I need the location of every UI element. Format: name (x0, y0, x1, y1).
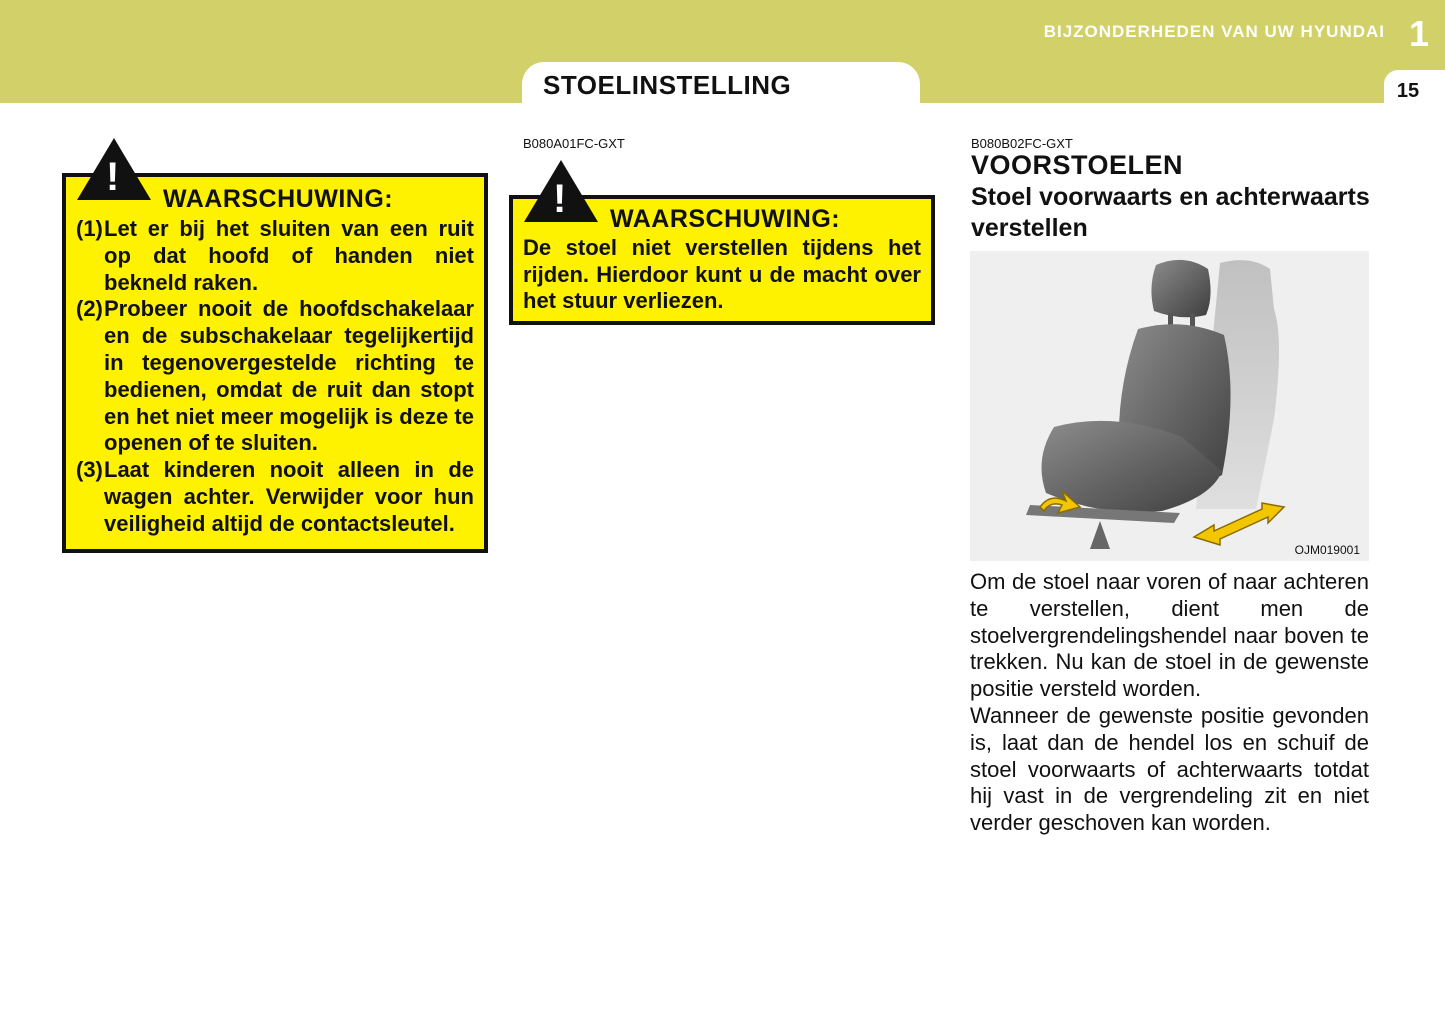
warning-item (76, 216, 474, 296)
warning-item-number: (1) (76, 216, 103, 241)
section-code: B080B02FC-GXT (971, 136, 1073, 151)
warning-item-number: (2) (76, 296, 103, 322)
warning-item (76, 457, 474, 537)
warning-item-number: (3) (76, 457, 103, 483)
warning-item (76, 296, 474, 457)
warning-title: WAARSCHUWING: (163, 185, 394, 213)
exclamation-icon: ! (106, 155, 120, 199)
paragraph: Om de stoel naar voren of naar achteren te verstellen, dient men de stoelvergrendelingshendel naar boven te trekken. Nu kan de stoel in de gewenste positie versteld worden. (970, 569, 1369, 702)
section-heading: VOORSTOELEN (971, 150, 1184, 180)
warning-text: De stoel niet verstellen tijdens het rijden. Hierdoor kunt u de macht over het stuur verliezen. (523, 235, 921, 313)
exclamation-icon: ! (553, 177, 567, 221)
warning-item-text: Laat kinderen nooit alleen in de wagen achter. Verwijder voor hun veiligheid altijd de contactsleutel. (104, 457, 474, 536)
seat-illustration (970, 251, 1369, 561)
section-title: STOELINSTELLING (543, 70, 792, 100)
chapter-number: 1 (1408, 13, 1429, 54)
figure-code: OJM019001 (1294, 543, 1360, 557)
instructions-text (970, 569, 1369, 837)
warning-item-text: Probeer nooit de hoofdschakelaar en de subschakelaar tegelijkertijd in tegenovergestelde richting te bedienen, omdat de ruit dan stopt en het niet meer mogelijk is deze te openen of te sluiten. (104, 296, 474, 456)
section-subheading: Stoel voorwaarts en achterwaarts verstellen (971, 183, 1370, 242)
warning-title: WAARSCHUWING: (610, 205, 841, 233)
chapter-title: BIJZONDERHEDEN VAN UW HYUNDAI (1043, 22, 1385, 41)
page-number: 15 (1396, 80, 1420, 102)
warning-list (76, 216, 474, 538)
seat-drawing (970, 251, 1369, 561)
section-code: B080A01FC-GXT (523, 136, 625, 151)
warning-item-text: Let er bij het sluiten van een ruit op dat hoofd of handen niet bekneld raken. (104, 216, 474, 295)
paragraph: Wanneer de gewenste positie gevonden is, laat dan de hendel los en schuif de stoel voorwaarts of achterwaarts totdat hij vast in de vergrendeling zit en niet verder geschoven kan worden. (970, 702, 1369, 836)
